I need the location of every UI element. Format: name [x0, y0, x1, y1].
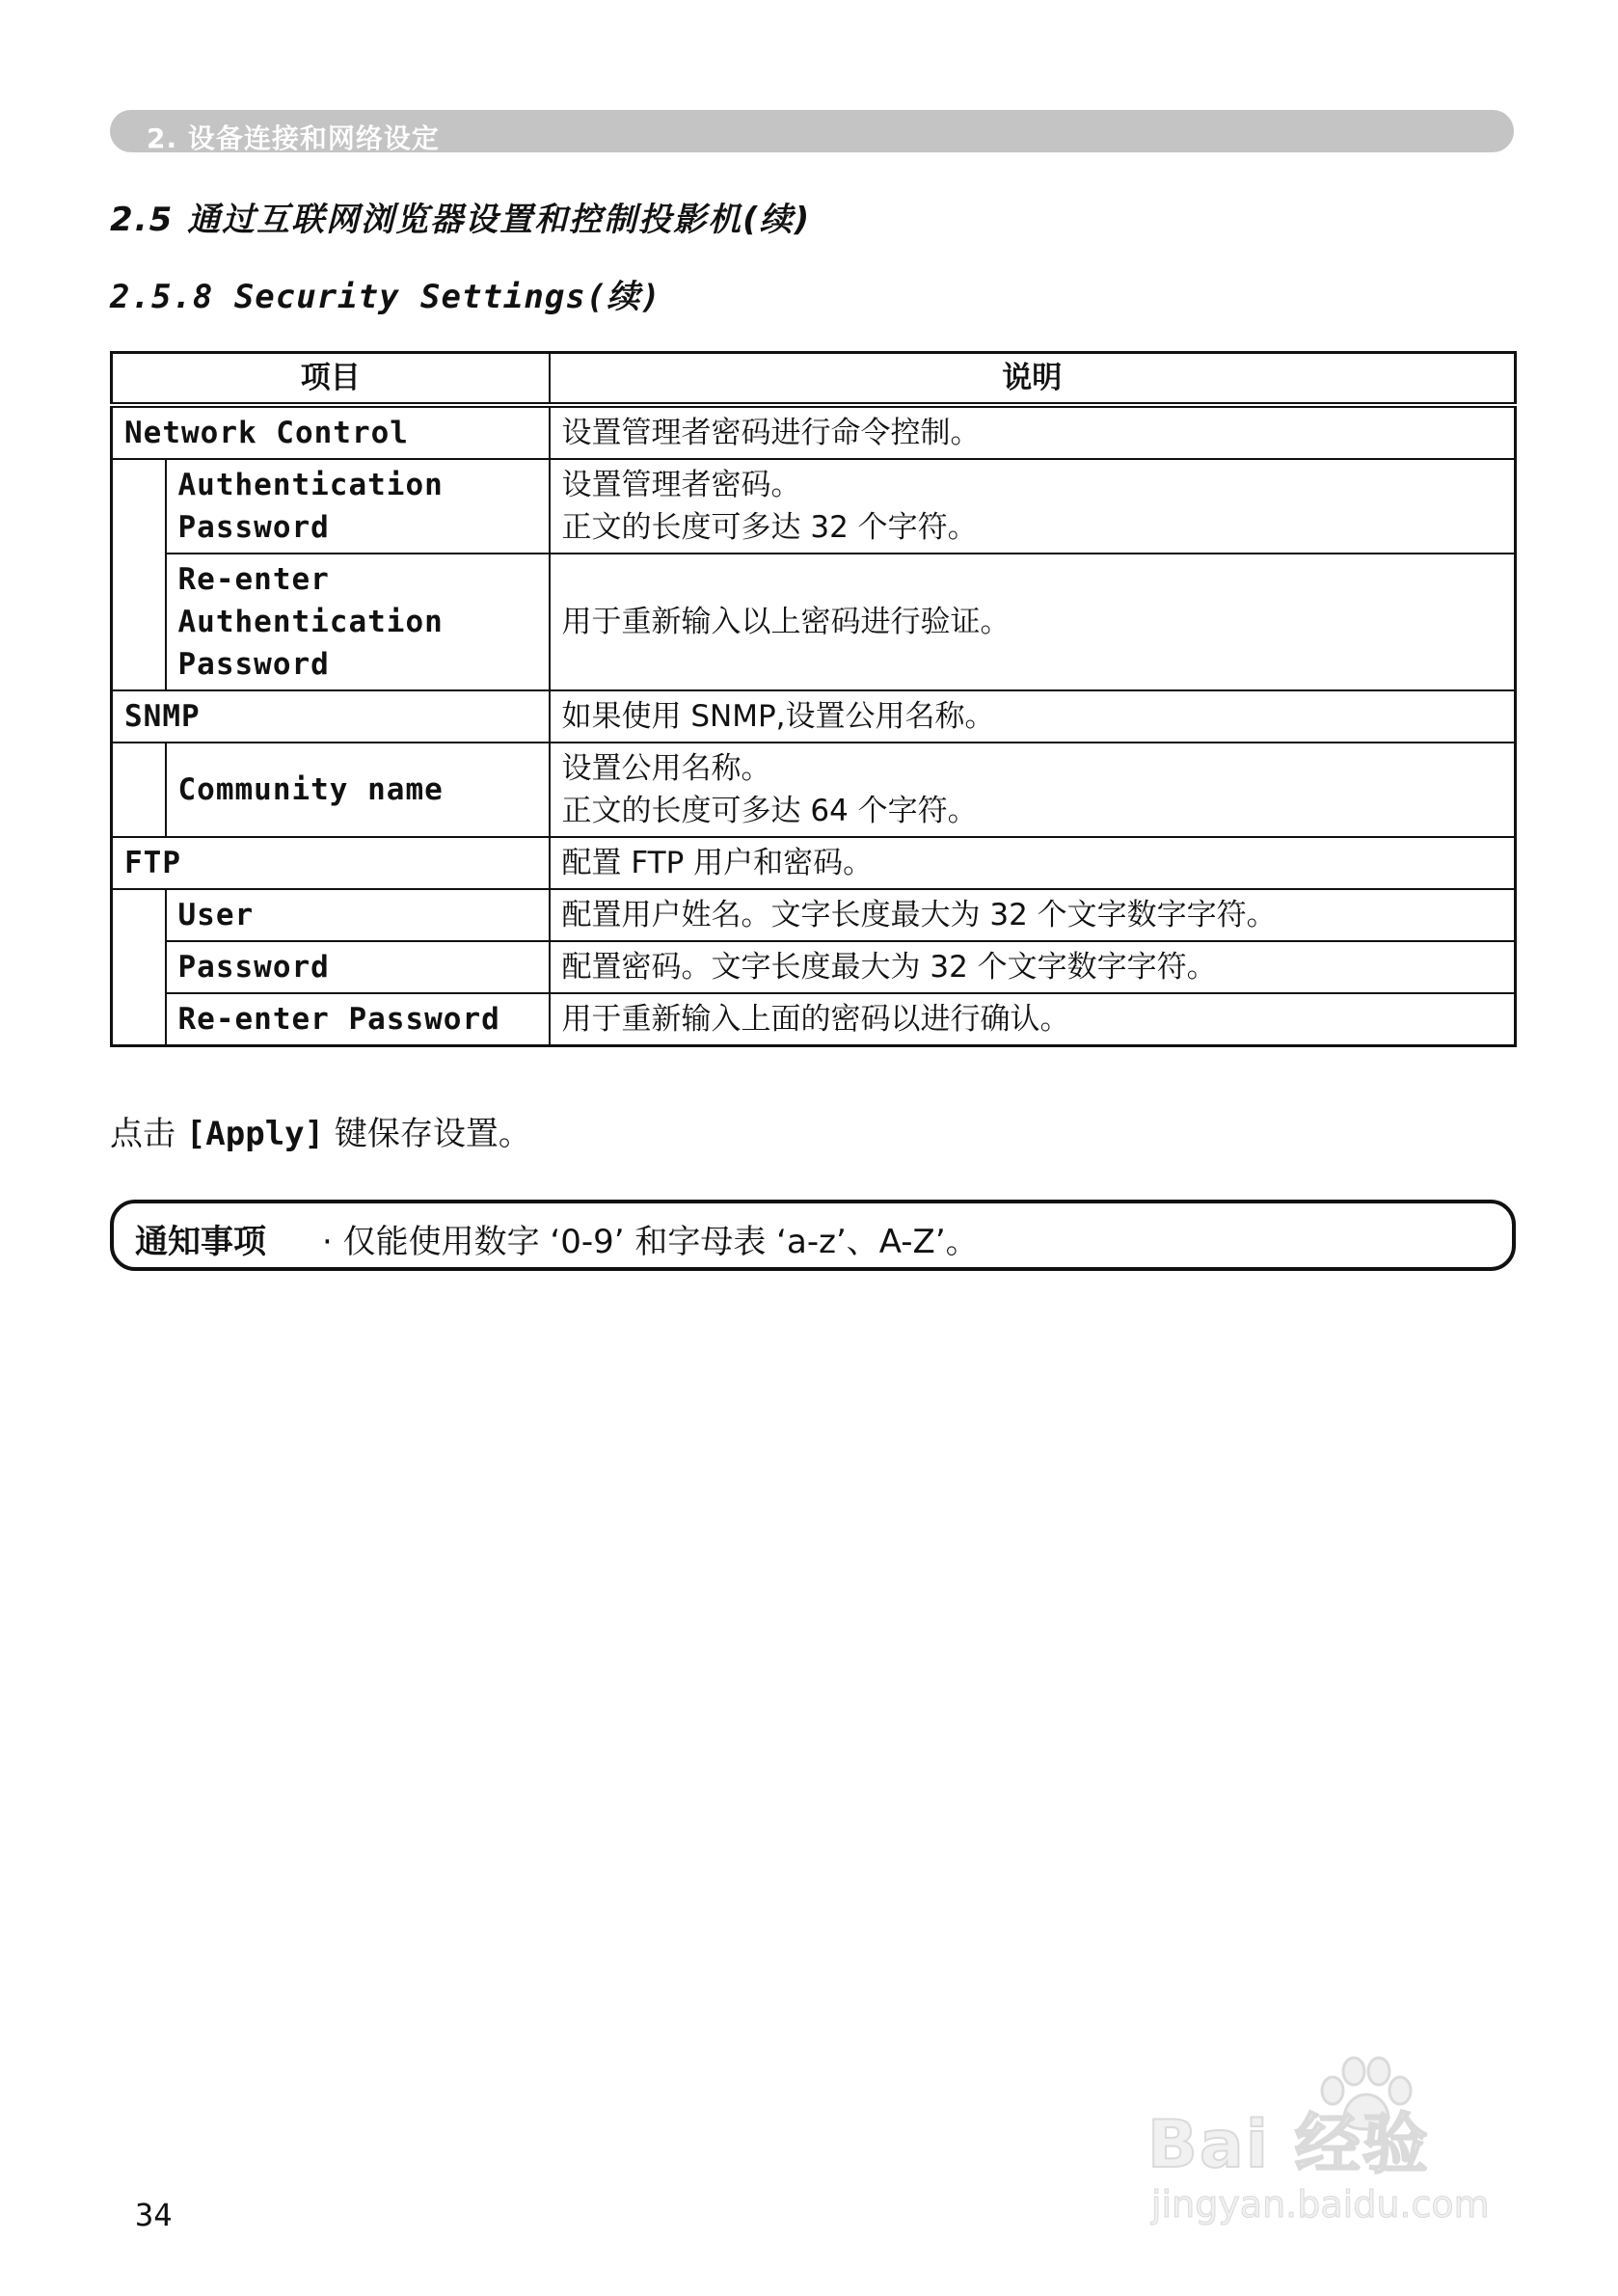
- indent-cell: [112, 941, 166, 993]
- header-item: 项目: [112, 353, 550, 406]
- item-snmp: SNMP: [112, 690, 550, 743]
- chapter-title: 2. 设备连接和网络设定: [147, 122, 440, 154]
- desc-community-name: [550, 743, 1516, 837]
- table-row: [112, 743, 1516, 837]
- table-row: [112, 889, 1516, 941]
- section-title: 2.5 通过互联网浏览器设置和控制投影机(续): [110, 201, 812, 239]
- apply-key: [Apply]: [185, 1115, 325, 1153]
- table-row: [112, 993, 1516, 1046]
- item-line: Password: [177, 647, 330, 682]
- item-reenter-password: Re-enter Password: [166, 993, 550, 1046]
- desc-snmp: 如果使用 SNMP,设置公用名称。: [550, 690, 1516, 743]
- apply-text-after: 键保存设置。: [334, 1115, 531, 1153]
- desc-user: 配置用户姓名。文字长度最大为 32 个文字数字字符。: [550, 889, 1516, 941]
- table-row: [112, 459, 1516, 554]
- item-user: User: [166, 889, 550, 941]
- header-description: 说明: [550, 353, 1516, 406]
- indent-cell: [112, 743, 166, 837]
- item-network-control: Network Control: [112, 405, 550, 459]
- indent-cell: [112, 459, 166, 554]
- page-number: 34: [135, 2197, 173, 2233]
- table-row: [112, 941, 1516, 993]
- indent-cell: [112, 554, 166, 690]
- table-row: [112, 554, 1516, 690]
- notice-label: 通知事项: [135, 1223, 266, 1261]
- desc-line: 正文的长度可多达 32 个字符。: [561, 510, 978, 545]
- table-header-row: [112, 353, 1516, 406]
- chapter-header-bar: [110, 110, 1514, 152]
- desc-ftp: 配置 FTP 用户和密码。: [550, 837, 1516, 889]
- desc-authentication-password: [550, 459, 1516, 554]
- watermark-url: jingyan.baidu.com: [1151, 2183, 1490, 2226]
- desc-reenter-authentication-password: 用于重新输入以上密码进行验证。: [550, 554, 1516, 690]
- desc-line: 设置公用名称。: [561, 751, 771, 786]
- desc-line: 设置管理者密码。: [561, 468, 801, 502]
- notice-box: [110, 1200, 1516, 1271]
- table-row: [112, 837, 1516, 889]
- item-reenter-authentication-password: [166, 554, 550, 690]
- item-line: Authentication: [177, 605, 444, 639]
- desc-password: 配置密码。文字长度最大为 32 个文字数字字符。: [550, 941, 1516, 993]
- table-row: [112, 690, 1516, 743]
- apply-instruction: [110, 1107, 531, 1154]
- desc-network-control: 设置管理者密码进行命令控制。: [550, 405, 1516, 459]
- table-row: [112, 405, 1516, 459]
- subsection-title: 2.5.8 Security Settings(续): [110, 278, 661, 316]
- item-authentication-password: [166, 459, 550, 554]
- item-community-name: Community name: [166, 743, 550, 837]
- item-line: Password: [177, 510, 330, 545]
- item-password: Password: [166, 941, 550, 993]
- apply-text-before: 点击: [110, 1115, 175, 1153]
- item-line: Authentication: [177, 468, 444, 502]
- indent-cell: [112, 993, 166, 1046]
- item-line: Re-enter: [177, 562, 330, 597]
- watermark-brand: Bai 经验: [1147, 2107, 1430, 2183]
- security-settings-table: [110, 351, 1517, 1047]
- indent-cell: [112, 889, 166, 941]
- desc-reenter-password: 用于重新输入上面的密码以进行确认。: [550, 993, 1516, 1046]
- desc-line: 正文的长度可多达 64 个字符。: [561, 794, 978, 828]
- item-ftp: FTP: [112, 837, 550, 889]
- baidu-watermark: [1147, 2054, 1533, 2237]
- notice-text: · 仅能使用数字 ‘0-9’ 和字母表 ‘a-z’、A-Z’。: [322, 1223, 979, 1261]
